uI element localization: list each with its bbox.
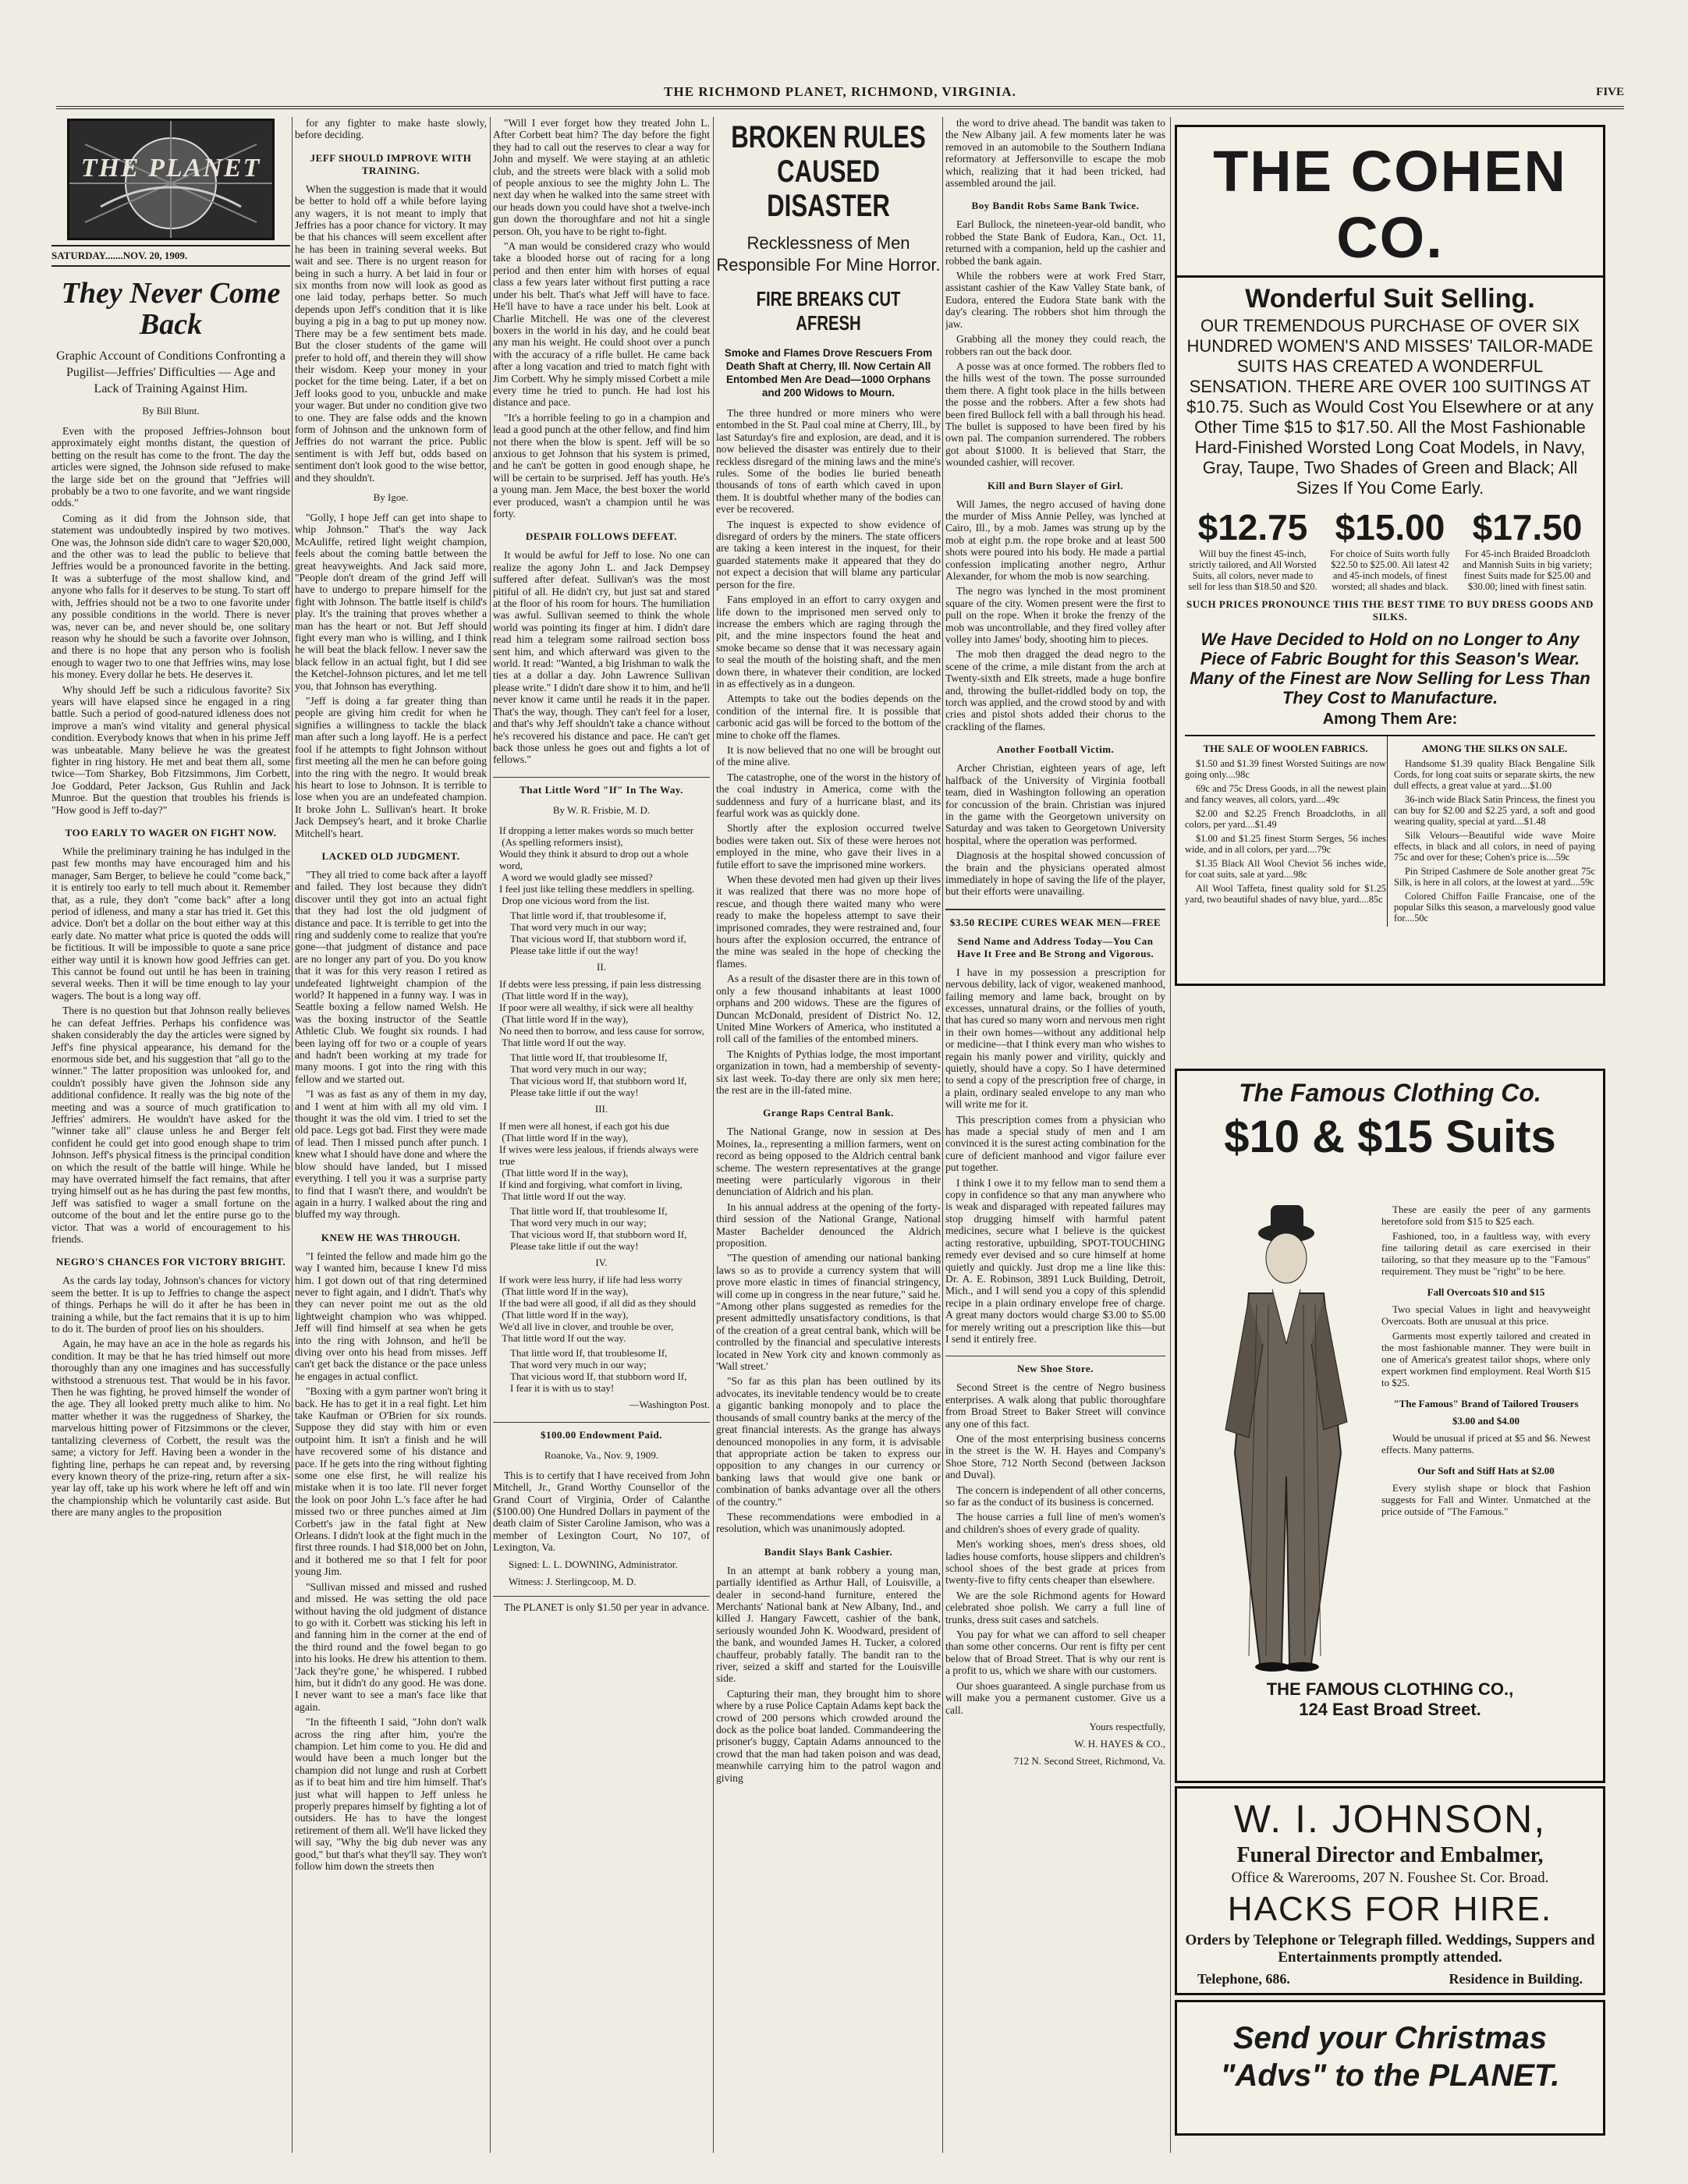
ad-headline: $10 & $15 Suits — [1224, 1112, 1556, 1162]
paragraph: Grabbing all the money they could reach, the robbers ran out the back door. — [945, 333, 1165, 357]
headline-they-never-come-back: They Never Come Back — [61, 277, 281, 341]
byline: By Bill Blunt. — [142, 405, 200, 417]
section-heading: New Shoe Store. — [945, 1356, 1165, 1375]
ad-copy: OUR TREMENDOUS PURCHASE OF OVER SIX HUNDRED WOMEN'S AND MISSES' TAILOR-MADE SUITS HAS CREATED A WONDERFUL SENSATION. THERE ARE OVER 100 SUITINGS AT $10.75. Such as Would Cost You Elsewhere or at any Other Time $15 to $17.50. All the Most Fashionable Hard-Finished Worsted Long Coat Models, in Navy, Gray, Taupe, Two Shades of Green and Black; All Sizes If You Come Early. — [1186, 316, 1594, 498]
section-heading: JEFF SHOULD IMPROVE WITH TRAINING. — [310, 151, 472, 176]
masthead — [56, 78, 1624, 109]
column-4 — [716, 117, 941, 2161]
signature: 712 N. Second Street, Richmond, Va. — [1013, 1754, 1165, 1767]
section-heading: TOO EARLY TO WAGER ON FIGHT NOW. — [65, 827, 277, 838]
paragraph: When the suggestion is made that it would be better to hold off a while before laying any wagers, it is not meant to imply that Jeffries has a poor chance for victory. It may be that his chances will seem excellent after he has been in training several weeks. But wait and see. There is no urgent reason for being in such a hurry. A bet laid in four or six months from now will look as good as one laid today, perhaps better. So much depends upon Jeff's condition that it is like buying a pig in a bag to put up money now. There may be a few sentiment bets made. But the closer students of the game will prefer to hold off, and therein they will show their wisdom. Keep your money in your pocket for the time being. Later, if a bet on Jeff looks good to you, unbuckle and make your wager. But under no condition give two to one. They are false odds and the known form of Johnson and the unknown form of Jeffries do not warrant the price. Public sentiment is with Jeff but, odds based on sentiment don't look good to the wise bettor, and they shouldn't. — [295, 183, 487, 484]
ad-amongst: Among Them Are: — [1322, 711, 1458, 728]
poem-refrain: That little word If, that troublesome If, That word very much in our way; That vicious word If, that stubborn word If, Please take little if out the way! — [510, 1051, 687, 1098]
woolen-list — [1185, 736, 1386, 927]
christmas-notice — [1175, 2000, 1605, 2136]
paragraph: "Golly, I hope Jeff can get into shape to whip Johnson." That's the way Jack McAuliffe, retired light weight champion, feels about the coming battle between the great heavyweights. And Jack said more, "People don't dream of the grind Jeff will have to undergo to prepare himself for the fight with Johnson. The battle itself is child's play. It's the training that proves whether a man has the heart or not. But Jeff should fight every man who is willing, and I think he will beat the black fellow. I never saw the black fellow in an actual fight, but I did see the Ketchel-Johnson pictures, and let me tell you, that Johnson has everything. — [295, 511, 487, 692]
paragraph: In his annual address at the opening of the forty-third session of the National Grange, National Master Bachelder denounced the Aldrich proposition. — [716, 1200, 941, 1249]
list-item: $1.35 Black All Wool Cheviot 56 inches wide, for coat suits, sale at yard....98c — [1185, 858, 1386, 880]
paragraph: The concern is independent of all other concerns, so far as the conduct of its business is concerned. — [945, 1484, 1165, 1508]
ad-heading: $3.50 RECIPE CURES WEAK MEN—FREE — [945, 909, 1165, 929]
poem-refrain: That little word If, that troublesome If, That word very much in our way; That vicious word If, that stubborn word If, Please take little if out the way! — [510, 1204, 687, 1252]
paragraph: Attempts to take out the bodies depends on the condition of the internal fire. It is possible that carbonic acid gas will be forced to the bottom of the mine to choke off the flames. — [716, 693, 941, 741]
verse-number: IV. — [595, 1256, 608, 1268]
price-text: Will buy the finest 45-inch, strictly tailored, and All Worsted Suits, all colors, never made to sell for less than $18.50 and $20. — [1188, 548, 1317, 592]
ad-title: The Famous Clothing Co. — [1239, 1079, 1541, 1107]
ad-subtitle: Wonderful Suit Selling. — [1245, 284, 1535, 314]
list-item: Handsome $1.39 quality Black Bengaline Silk Cords, for long coat suits or separate skirts, the new dull effects, a great value at yard....$1.00 — [1394, 758, 1595, 791]
paragraph: Again, he may have an ace in the hole as regards his condition. It may be that he has tried himself out more thoroughly than any one imagines and has successfully withstood a strenuous test. That would be in his favor. Then he was fighting, he proved himself the wonder of the age. They all looked pretty much alike to him. No matter whether it was the ruggedness of Sharkey, the marvelous hitting power of Fitzsimmons or the clever, tantalizing cleverness of Corbett, the result was the same; a victory for Jeff. Having been a wonder in the fighting line, perhaps he can repeat and, by reversing every known theory of the prize-ring, return after a six-year lay off, take up his work where he left off and win the championship which he voluntarily cast aside. But there are many angles to the proposition — [51, 1338, 290, 1519]
paragraph: "Sullivan missed and missed and rushed and missed. He was setting the old pace without having the old judgment of distance to go with it. Corbett was sticking his left in and fanning him in the corner at the end of the third round and the fowel began to go into his looks. He drew his attention to them. 'Jack they're gone,' he whispered. I rubbed him, but it didn't do any good. He was done. I never want to see a man's face like that again. — [295, 1580, 487, 1713]
notice-line: "Advs" to the PLANET. — [1220, 2058, 1560, 2093]
paragraph: Men's working shoes, men's dress shoes, old ladies house comforts, house slippers and children's school shoes of the best grade at prices from twenty-five to fifty cents cheaper than elsewhere. — [945, 1538, 1165, 1587]
ad-banner: SUCH PRICES PRONOUNCE THIS THE BEST TIME TO BUY DRESS GOODS AND SILKS. — [1186, 598, 1594, 622]
list-item: $2.00 and $2.25 French Broadcloths, in all colors, per yard....$1.49 — [1185, 808, 1386, 830]
paragraph: "Boxing with a gym partner won't bring it back. He has to get it in a real fight. Let him take Kaufman or O'Brien for six rounds. Suppose they did stay with him or even outpoint him. It isn't a finish and he will have recovered some of his distance and pace. If he gets into the ring without fighting some one else first, he will realize his mistake when it is too late. I'll never forget the look on poor John L.'s face after he had missed two or three punches aimed at Jim Corbett's jaw in the fatal fight at New Orleans. I didn't look at the fight much in the first three rounds. I had $18,000 bet on John, and it bothered me so that I felt for poor young Jim. — [295, 1385, 487, 1578]
paragraph: It is now believed that no one will be brought out of the mine alive. — [716, 743, 941, 768]
section-heading: DESPAIR FOLLOWS DEFEAT. — [526, 530, 677, 543]
byline: By W. R. Frisbie, M. D. — [552, 803, 651, 816]
section-heading: "The Famous" Brand of Tailored Trousers — [1393, 1398, 1579, 1409]
price-block — [1324, 506, 1456, 592]
list-item: 69c and 75c Dress Goods, in all the newest plain and fancy weaves, all colors, yard....49c — [1185, 783, 1386, 805]
ad-footer — [1177, 1679, 1603, 1720]
paragraph: Fashioned, too, in a faultless way, with every fine tailoring detail as care exercised in their tailoring, so that they measure up to the "Famous" requirement. They must be "right" to be here. — [1381, 1230, 1590, 1277]
deck: Recklessness of Men Responsible For Mine Horror. — [716, 233, 941, 275]
column-2 — [295, 117, 487, 2161]
verse-number: III. — [594, 1102, 608, 1115]
paragraph: This prescription comes from a physician who has made a special study of men and I am convinced it is the surest acting combination for the cure of deficient manhood and vigor failure ever put together. — [945, 1113, 1165, 1174]
paragraph: A posse was at once formed. The robbers fled to the hills west of the town. The posse surrounded them there. A fight took place in the hills between the posse and the robbers. After a few shots had been fired Bullock fell with a ball through his head. The bullet is supposed to have been fired by his own pal. The companion surrendered. The robbers got about $1000. It is believed that Starr, the wounded cashier, will recover. — [945, 360, 1165, 469]
paragraph: The house carries a full line of men's women's and children's shoes of every grade of quality. — [945, 1511, 1165, 1535]
paragraph: Two special Values in light and heavyweight Overcoats. Both are unusual at this price. — [1381, 1303, 1590, 1327]
list-item: $1.00 and $1.25 finest Storm Serges, 56 inches wide, and in all colors, per yard....79c — [1185, 833, 1386, 855]
signature: Signed: L. L. DOWNING, Administrator. — [509, 1558, 678, 1570]
price-text: $3.00 and $4.00 — [1452, 1415, 1520, 1427]
section-heading: LACKED OLD JUDGMENT. — [321, 849, 460, 862]
section-heading: Bandit Slays Bank Cashier. — [764, 1545, 893, 1558]
paragraph: Shortly after the explosion occurred twelve bodies were taken out. Six of these were heroes not employed in the mine, who gave their lives in a futile effort to save the imprisoned mine workers. — [716, 822, 941, 870]
paragraph: Earl Bullock, the nineteen-year-old bandit, who robbed the State Bank of Eudora, Kan., Oct. 11, returned with a companion, held up the cashier and robbed the bank again. — [945, 218, 1165, 267]
price-amount: $12.75 — [1197, 507, 1308, 548]
column-3 — [493, 117, 710, 2161]
ad-headline: HACKS FOR HIRE. — [1227, 1890, 1553, 1928]
silks-list — [1387, 736, 1595, 927]
paragraph: "So far as this plan has been outlined by its advocates, its inevitable tendency would be to create a gigantic banking monopoly and to place the thousands of small country banks at the mercy of the great financial interests. As the grange has always denounced monopolies in any form, it is advisable that appropriate action be taken to express our opposition to any changes in our currency or banking laws that would give one bank or combination of banks advantage over all the others of the country." — [716, 1375, 941, 1508]
page-number: FIVE — [1596, 85, 1624, 98]
telephone: Telephone, 686. — [1197, 1971, 1290, 1987]
paragraph: "They all tried to come back after a layoff and failed. They lost because they didn't discover until they got into an actual fight that they had lost the old judgment of distance and pace. It is terrible to get into the ring and suddenly come to realize that you're gone—that judgment of distance and pace are no longer any part of you. Do you know that it was for this very reason I retired as undefeated lightweight champion of the world? It happened in a funny way. I was in Seattle boxing a fellow named Welsh. He was the boxing instructor of the Seattle Athletic Club. We fought six rounds. I had been laying off for two or a couple of years and hadn't been working at my trade for many moons. I got into the ring with this fellow and we started out. — [295, 868, 487, 1085]
paragraph: "I feinted the fellow and made him go the way I wanted him, because I knew I'd miss him. I got down out of that ring determined never to fight again, and I didn't. That's why they can never point me out as the old lightweight champion who was whipped. Jeff will find himself at sea when he gets into the ring with Johnson, and he'll be diving over onto his head from misses. Jeff can't get back the distance or the pace unless he engages in actual conflict. — [295, 1250, 487, 1382]
byline: By Igoe. — [373, 491, 409, 503]
paragraph: Would be unusual if priced at $5 and $6. Newest effects. Many patterns. — [1381, 1432, 1590, 1455]
ad-cohen-co — [1175, 125, 1605, 986]
section-heading: Kill and Burn Slayer of Girl. — [988, 479, 1123, 491]
paragraph: While the robbers were at work Fred Starr, assistant cashier of the Kaw Valley State bank, of Eudora, entered the Eudora State bank with the day's clearing. The robbers shot him through the jaw. — [945, 270, 1165, 330]
paragraph: Coming as it did from the Johnson side, that statement was undoubtedly inspired by two motives. One was, the Johnson side didn't care to wager $20,000, and the other was to lead the public to believe that Jeffries would be a pronounced favorite in the betting. It was a subterfuge of the most shallow kind, and anyone who falls for it deserves to be stung. To start off with, Jeffries should not be a two to one favorite under any possible conditions in the world. There is never was, never can be, and never should be, one solitary reason why he should be such a favorite over Johnson, and there is no hope that any person who is foolish enough to wager two to one that Jeffries wins, may lose his money. Every dollar he bets. He deserves it. — [51, 512, 290, 681]
list-item: Pin Striped Cashmere de Sole another great 75c Silk, is here in all colors, at the lowest at yard....59c — [1394, 866, 1595, 888]
headline-fire-breaks: FIRE BREAKS CUT AFRESH — [756, 287, 901, 335]
notice-line: Send your Christmas — [1232, 2021, 1548, 2055]
paragraph: I think I owe it to my fellow man to send them a copy in confidence so that any man anywhere who is weak and disparaged with repeated failures may stop drugging himself with harmful patent medicines, secure what I believe is the quickest acting restorative, upbuilding, SPOT-TOUCHING remedy ever devised and so cure himself at home quietly and quickly. Just drop me a line like this: Dr. A. E. Robinson, 3891 Luck Building, Detroit, Mich., and I will send you a copy of this splendid recipe in a plain ordinary envelope free of charge. A great many doctors would charge $3.00 to $5.00 for merely writing out a prescription like this—but I send it entirely free. — [945, 1176, 1165, 1345]
paragraph: "The question of amending our national banking laws so as to provide a currency system that will prove more elastic in times of financial stringency, will come up in congress in the near future," said he. "Among other plans suggested as remedies for the present admittedly unsatisfactory conditions, is that of the creation of a great central bank, which will be controlled by the financial and speculative interests located in New York city and known commonly as 'Wall street.' — [716, 1252, 941, 1373]
list-heading: AMONG THE SILKS ON SALE. — [1421, 743, 1568, 754]
ad-johnson-funeral — [1175, 1786, 1605, 1995]
section-heading: Boy Bandit Robs Same Bank Twice. — [971, 200, 1140, 212]
price-block — [1461, 506, 1594, 592]
paragraph: "I was as fast as any of them in my day, and I went at him with all my old vim. I thought it was the old vim. I tried to set the old pace. Legs got bad. First they were made of lead. Then I missed punch after punch. I knew what I should have done and where the blow should have landed, but I missed everything. I tell you it was a surprise party to find that I wasn't there, and wouldn't be again in a hurry. I walked about the ring and bluffed my way through. — [295, 1088, 487, 1221]
paragraph: It would be awful for Jeff to lose. No one can realize the agony John L. and Jack Dempsey suffered after defeat. Sullivan's was the most pitiful of all. He didn't cry, but just sat and stared at the floor of his room for hours. The humiliation was awful. Sullivan seemed to think the whole world was pointing its finger at him. I didn't dare read him a telegram some railroad section boss sent him, and which afterward was given to the world. It read: "Wanted, a big Irishman to walk the ties at a dollar a day. John Lawrence Sullivan please write." I didn't dare show it to him, and he'll never know it came until he reads it in the paper. That's the way, though. They can't feel for a loser, and that's why Jeff shouldn't take a chance without he's recovered his distance and pace. He can't get back those unless he goes out and fights a lot of fellows." — [493, 549, 710, 766]
dateline — [51, 245, 290, 267]
paragraph: You pay for what we can afford to sell cheaper than some other concerns. Our rent is fifty per cent below that of Broad Street. That is why our rent is a profit to us, which we share with our customers. — [945, 1629, 1165, 1677]
paragraph: While the preliminary training he has indulged in the past few months may have encouraged him and his manager, Sam Berger, to believe he could "come back," it is entirely too early to tell much about it. Remember that, as a rule, they don't "come back" after a long period of idleness, and many a star has tried it. Get this advice. Don't bet a dollar on the bout either way at this early date. No matter what price is quoted the odds will be fictitious. It will be impossible to quote a sane price either way until it is known how good Jeffries can get. This cannot be found out until he has been in training several weeks. Then it will be time enough to lay your wagers. The bout is a long way off. — [51, 846, 290, 1002]
column-1 — [51, 117, 290, 2161]
section-heading: NEGRO'S CHANCES FOR VICTORY BRIGHT. — [55, 1256, 286, 1268]
ad-address: Office & Warerooms, 207 N. Foushee St. Cor. Broad. — [1231, 1870, 1549, 1886]
price-amount: $17.50 — [1472, 507, 1583, 548]
subscription-note: The PLANET is only $1.50 per year in advance. — [493, 1596, 710, 1613]
price-block — [1186, 506, 1319, 592]
paragraph: Archer Christian, eighteen years of age, left halfback of the University of Virginia football team, died in Washington following an operation for concussion of the brain. Christian was injured in the game with the Georgetown university on Saturday and was taken to Georgetown University hospital, where the operation was performed. — [945, 762, 1165, 846]
paragraph: The negro was lynched in the most prominent square of the city. Women present were the first to pull on the rope. When it broke the frenzy of the mob was uncontrollable, and they fired volley after volley into James' body, shooting him to pieces. — [945, 585, 1165, 646]
deck: Smoke and Flames Drove Rescuers From Death Shaft at Cherry, Ill. Now Certain All Entombed Men Are Dead—1000 Orphans and 200 Widows to Mourn. — [724, 347, 933, 399]
paragraph: The National Grange, now in session at Des Moines, Ia., representing a million farmers, went on record as being opposed to the Aldrich central bank scheme. The western representatives at the grange meeting were particularly vigorous in their denunciation of Aldrich and his plan. — [716, 1126, 941, 1198]
dateline: Roanoke, Va., Nov. 9, 1909. — [544, 1448, 659, 1461]
section-heading: Another Football Victim. — [996, 743, 1115, 756]
paragraph: These recommendations were embodied in a resolution, which was unanimously adopted. — [716, 1510, 941, 1535]
paragraph: "Jeff is doing a far greater thing than people are giving him credit for when he signifies a willingness to tackle the black man after such a long layoff. He is a perfect fool if he attempts to fight Johnson without first meeting all the men he can before going into the ring with the negro. It would break his heart to lose to Johnson. It is terrible to lose when you are an undefeated champion. It broke John L. Sullivan's heart. It broke Jack Dempsey's heart, and it broke Charlie Mitchell's heart. — [295, 695, 487, 839]
poem-refrain: That little word if, that troublesome if, That word very much in our way; That vicious word If, that stubborn word if, Please take little if out the way! — [510, 909, 686, 956]
paragraph: There is no question but that Johnson really believes he can defeat Jeffries. Perhaps his confidence was shaken considerably the day the articles were signed by Jeff's fine physical appearance, his demand for the enormous side bet, and his suggestion that "all go to the winner." The latter proposition was unlooked for, and couldn't possibly have given the Johnson side any additional confidence. It really was the big note of the meeting and was a source of much gratification to Jeffries' admirers. He wouldn't have asked for the "winner take all" clause unless he and Berger felt confident he could get into good enough shape to trim Johnson. Jeff's physical fitness is the principal condition on which the result of the battle will hinge. While he may have overrated himself the fact remains, that after trying himself out as he has during the past few months, Jeff was satisfied to wager a small fortune on the outcome of the bout and let the entire purse go to the victor. That was a world of encouragement to his friends. — [51, 1005, 290, 1245]
ad-copy: Orders by Telephone or Telegraph filled. Weddings, Suppers and Entertainments promptly attended. — [1185, 1932, 1595, 1966]
paragraph: The three hundred or more miners who were entombed in the St. Paul coal mine at Cherry, Ill., by last Saturday's fire and explosion, are dead, and it is now believed the disaster was entirely due to their reckless disregard of the mining laws and the mine's rules. Some of the bodies lie buried beneath thousands of tons of earth which caved in upon them. It is doubtful whether many of the bodies can ever be recovered. — [716, 407, 941, 516]
paragraph: "It's a horrible feeling to go in a champion and lead a good punch at the other fellow, and find him not there when the blow is spent. Jeff will be so anxious to get Johnson that his system is primed, and he can't be gotten in good enough shape, he will be certain to be surprised. Jeff has youth. He's a young man. Jem Mace, the best boxer the world ever produced, wasn't a champion until he was forty. — [493, 411, 710, 519]
paragraph: Why should Jeff be such a ridiculous favorite? Six years will have elapsed since he engaged in a ring battle. Such a period of good-natured idleness does not improve a man's wind vitality and general physical condition. Everybody knows that when in his prime Jeff was unbeatable. Many believe he was the greatest fighter in ring history. He met and beat them all, some twice—Tom Sharkey, Bob Fitzsimmons, Jim Corbett, Joe Goddard, Peter Jackson, Gus Ruhlin and Jack Munroe. But the question that troubles his friends is "How good is Jeff to-day?" — [51, 683, 290, 816]
column-rule — [292, 117, 293, 2153]
company-address: 124 East Broad Street. — [1299, 1700, 1481, 1719]
price-row — [1186, 506, 1594, 592]
list-heading: THE SALE OF WOOLEN FABRICS. — [1203, 743, 1368, 754]
column-rule — [490, 117, 491, 2153]
paragraph: "Will I ever forget how they treated John L. After Corbett beat him? The day before the fight they had to call out the reserves to clear a way for John and myself. We were staying at an athletic club, and the streets were black with a solid mob of people anxious to see the mighty John L. The next day when he walked into the same street with our heads down you could have shot a twelve-inch gun down the thoroughfare and not hit a single person. Oh, you have to be right to-fight. — [493, 117, 710, 237]
suited-man-illustration — [1194, 1196, 1374, 1672]
ad-title: THE COHEN CO. — [1177, 138, 1603, 278]
ad-subtitle: Funeral Director and Embalmer, — [1236, 1843, 1544, 1867]
poem-title: That Little Word "If" In The Way. — [493, 777, 710, 796]
paragraph: The mob then dragged the dead negro to the scene of the crime, a mile distant from the arch at Twenty-sixth and Elk streets, made a huge bonfire and, throwing the bullet-riddled body on top, the torch was applied, and the crowd stood by and with cries and pistol shots added their chorus to the crackling of the flames. — [945, 648, 1165, 732]
verse-number: II. — [597, 960, 606, 973]
section-heading: $100.00 Endowment Paid. — [493, 1422, 710, 1441]
column-rule — [1170, 117, 1171, 2153]
residence: Residence in Building. — [1449, 1971, 1583, 1987]
paragraph: Will James, the negro accused of having done the murder of Miss Annie Pelley, was lynched at Cairo, Ill., by a mob. James was strung up by the mob at eight p.m. the rope broke and at least 500 shots were poured into his body. He made a partial confession implicating another negro, Arthur Alexander, for whom the mob is now searching. — [945, 498, 1165, 582]
signature: Yours respectfully, — [1089, 1720, 1165, 1732]
paragraph: Second Street is the centre of Negro business enterprises. A walk along that public thoroughfare from Broad Street to Baker Street will convince any one of this fact. — [945, 1381, 1165, 1430]
list-item: 36-inch wide Black Satin Princess, the finest you can buy for $2.00 and $2.25 yard, a soft and good wearing quality, special at yard....$1.48 — [1394, 794, 1595, 827]
paragraph: I have in my possession a prescription for nervous debility, lack of vigor, weakened manhood, failing memory and lame back, brought on by excesses, unnatural drains, or the follies of youth, that has cured so many worn and nervous men right in their own homes—without any additional help or medicine—that I think every man who wishes to regain his manly power and virility, quickly and quietly, should have a copy. So I have determined to send a copy of the prescription free of charge, in a plain, ordinary sealed envelope to any man who will write me for it. — [945, 966, 1165, 1111]
poem-credit: —Washington Post. — [629, 1398, 710, 1410]
planet-logo — [67, 119, 275, 240]
paragraph: These are easily the peer of any garments heretofore sold from $15 to $25 each. — [1381, 1204, 1590, 1227]
section-heading: Grange Raps Central Bank. — [763, 1107, 894, 1119]
ad-text — [1381, 1204, 1590, 1520]
poem-refrain: That little word If, that troublesome If, That word very much in our way; That vicious word If, that stubborn word If, I fear it is with us to stay! — [510, 1346, 687, 1394]
paragraph: Diagnosis at the hospital showed concussion of the brain and the physicians operated almost immediately in hope of saving the life of the player, but their efforts were unavailing. — [945, 849, 1165, 898]
paragraph: "A man would be considered crazy who would take a blooded horse out of racing for a long period and then enter him with horses of equal class a few years later without first putting a race under his belt. That's what Jeff will have to face. He'll have to have a race under his belt. Look at Charlie Mitchell. He was one of the cleverest boxers in the world in his day, and he could beat any man his weight. He could shoot over a punch with the accuracy of a rifle bullet. He came back after a long vacation and tried to match fight with Jim Corbett. Why he simply missed Corbett a mile every time he tried to punch. He had lost his distance and pace. — [493, 240, 710, 409]
section-heading: Our Soft and Stiff Hats at $2.00 — [1417, 1465, 1555, 1477]
column-rule — [942, 117, 943, 2153]
signature: Witness: J. Sterlingcoop, M. D. — [509, 1575, 637, 1587]
sale-lists — [1185, 735, 1595, 927]
paragraph: The inquest is expected to show evidence of disregard of orders by the miners. The state officers are taking a keen interest in the inquest, for their guarded statements make it appeared that they do not expect a decision that will blame any particular person for the fire. — [716, 518, 941, 590]
paragraph: As a result of the disaster there are in this town of only a few thousand inhabitants at least 1000 orphans and 200 widows. These are the figures of Duncan McDonald, president of District No. 12, United Mine Workers of America, who instituted a roll call of the families of the entombed miners. — [716, 973, 941, 1045]
poem-verse: If debts were less pressing, if pain less distressing (That little word If in the way), If poor were all wealthy, if sick were all healthy (That little word If in the way), No need then to borrow, and less cause for sorrow, That little word If out the way. — [499, 977, 704, 1048]
paragraph: This is to certify that I have received from John Mitchell, Jr., Grand Worthy Counsellor of the Grand Court of Virginia, Order of Calanthe ($100.00) One Hundred Dollars in payment of the death claim of Sister Caroline Jamison, who was a member of Lexington Court, No 107, of Lexington, Va. — [493, 1469, 710, 1554]
paragraph: Fans employed in an effort to carry oxygen and life down to the imprisoned men served only to increase the embers which are raging through the pit, and the mine inspectors found the heat and smoke became so dense that it was necessary again to seal the mouth of the hoisting shaft, and the men down there, in whatever their condition, are locked in as effectively as in a dungeon. — [716, 594, 941, 690]
list-item: All Wool Taffeta, finest quality sold for $1.25 yard, two beautiful shades of navy blue, yard....85c — [1185, 883, 1386, 905]
section-heading: KNEW HE WAS THROUGH. — [321, 1231, 461, 1243]
ad-footer — [1197, 1971, 1583, 1987]
subheadline: Graphic Account of Conditions Confronting a Pugilist—Jeffries' Difficulties — Age and Lack of Training Against Him. — [56, 349, 285, 395]
ad-title: W. I. JOHNSON, — [1233, 1797, 1547, 1841]
headline-broken-rules: BROKEN RULES CAUSED DISASTER — [731, 120, 926, 223]
paragraph: The Knights of Pythias lodge, the most important organization in town, had a membership of seventy-six last week. To-day there are only six men here; the rest are in the ill-fated mine. — [716, 1048, 941, 1096]
paragraph: Our shoes guaranteed. A single purchase from us will make you a permanent customer. Give us a call. — [945, 1679, 1165, 1716]
paragraph: As the cards lay today, Johnson's chances for victory seem the better. It is up to Jeffries to change the aspect of things. Perhaps he will do it after he has been in training a while, but the fact remains that it is up to him to do it. The burden of proof lies on his shoulders. — [51, 1275, 290, 1335]
paragraph: Capturing their man, they brought him to shore where by a ruse Police Captain Adams kept back the crowd of 200 persons which crowded around the dock as the police boat landed. Commandeering the prisoner's buggy, Captain Adams announced to the crowd that the man had taken poison and was dead, meanwhile carrying him to the patrol wagon and giving — [716, 1687, 941, 1784]
ad-famous-clothing — [1175, 1069, 1605, 1783]
paragraph: The catastrophe, one of the worst in the history of the coal industry in America, come with the suddenness and fury of a hurricane blast, and its fearful work was as quickly done. — [716, 771, 941, 819]
section-heading: Fall Overcoats $10 and $15 — [1427, 1286, 1545, 1298]
company-name: THE FAMOUS CLOTHING CO., — [1266, 1679, 1514, 1699]
price-amount: $15.00 — [1335, 507, 1445, 548]
ad-subheading: Send Name and Address Today—You Can Have It Free and Be Strong and Vigorous. — [956, 934, 1154, 959]
paragraph: the word to drive ahead. The bandit was taken to the New Albany jail. A few moments later he was removed in an automobile to the Southern Indiana reformatory at Jeffersonville to escape the mob which, realizing that it had been tricked, had assembled around the jail. — [945, 117, 1165, 190]
paragraph: In an attempt at bank robbery a young man, partially identified as Arthur Hall, of Louisville, a dealer in second-hand furniture, entered the Merchants' National bank at New Albany, Ind., and killed J. Hangary Fawcett, cashier of the bank, seriously wounded John K. Woodward, president of the bank, and wounded James H. Tucker, a colored chauffeur, probably fatally. The bandit ran to the river, seized a skiff and started for the Louisville side. — [716, 1564, 941, 1685]
signature: W. H. HAYES & CO., — [1074, 1737, 1165, 1750]
price-text: For 45-inch Braided Broadcloth and Mannish Suits in big variety; finest Suits made for $25.00 and $30.00; lined with finest satin. — [1462, 548, 1593, 592]
paragraph: "In the fifteenth I said, "John don't walk across the ring after him, you're the champion. Let him come to you. He did and would have been a much longer but the champion did not lunge and rush at Corbett as if to beat him and tire him himself. That's just what will happen to Jeff unless he properly prepares himself by fighting a lot of outsiders. He has to have the longest retirement of them all. We'll have licked they will say, "Why the big dub never was any good," but that's what they'll say. They won't follow him down the streets then — [295, 1716, 487, 1873]
price-text: For choice of Suits worth fully $22.50 to $25.00. All latest 42 and 45-inch models, of finest worsted; all shades and black. — [1330, 548, 1450, 592]
poem-verse: If work were less hurry, if life had less worry (That little word If in the way), If the bad were all good, if all did as they should (That little word If in the way), We'd all live in clover, and trouble be over, That little word If out the way. — [499, 1273, 696, 1344]
paragraph: Every stylish shape or block that Fashion suggests for Fall and Winter. Unmatched at the price outside of "The Famous." — [1381, 1482, 1590, 1517]
poem-verse: If dropping a letter makes words so much better (As spelling reformers insist), Would they think it absurd to drop out a whole word, A word we would gladly see missed? I feel just like telling these meddlers in spelling. Drop one vicious word from the list. — [499, 824, 695, 906]
masthead-title: THE RICHMOND PLANET, RICHMOND, VIRGINIA. — [664, 84, 1016, 99]
list-item: Colored Chiffon Faille Francaise, one of the popular Silks this season, a marvelously good value for....50c — [1394, 891, 1595, 924]
date-text: SATURDAY.......NOV. 20, 1909. — [51, 250, 188, 261]
list-item: Silk Velours—Beautiful wide wave Moire effects, in black and all colors, in need of paying 75c and over for these; Cohen's price is....59c — [1394, 830, 1595, 863]
paragraph: Even with the proposed Jeffries-Johnson bout approximately eight months distant, the question of betting on the result has come to the front. The day the articles were signed, the Johnson side refused to make the large side bet on the ground that "Jeffries will probably be a two to one favorite, and we want ringside odds." — [51, 425, 290, 509]
paragraph: One of the most enterprising business concerns in the street is the W. H. Hayes and Company's Shoe Store, 712 North Second (between Jackson and Duval). — [945, 1432, 1165, 1481]
paragraph: Garments most expertly tailored and created in the most fashionable manner. They were built in one of America's greatest tailor shops, where only expert workmen find employment. Real Worth $15 to $25. — [1381, 1330, 1590, 1388]
paragraph: We are the sole Richmond agents for Howard celebrated shoe polish. We carry a full line of trunks, dress suit cases and satchels. — [945, 1589, 1165, 1626]
paragraph: for any fighter to make haste slowly, before deciding. — [295, 117, 487, 141]
column-rule — [713, 117, 714, 2153]
paragraph: When these devoted men had given up their lives it was realized that there was no more hope of rescue, and though there waited many who were ready to make the hopeless attempt to save their imprisoned comrades, they were restrained and, four hours after the explosion occurred, the entrance of the mine was sealed in the hope of checking the flames. — [716, 874, 941, 970]
column-5 — [945, 117, 1165, 2161]
poem-verse: If men were all honest, if each got his due (That little word If in the way), If wives were less jealous, if friends always were true (That little word If in the way), If kind and forgiving, what comfort in living, That little word If out the way. — [499, 1119, 699, 1202]
logo-text: THE PLANET — [80, 154, 261, 183]
list-item: $1.50 and $1.39 finest Worsted Suitings are now going only....98c — [1185, 758, 1386, 780]
ad-italic-copy: We Have Decided to Hold on no Longer to Any Piece of Fabric Bought for this Season's Wear. Many of the Finest are Now Selling for Less Than They Cost to Manufacture. — [1190, 629, 1590, 707]
